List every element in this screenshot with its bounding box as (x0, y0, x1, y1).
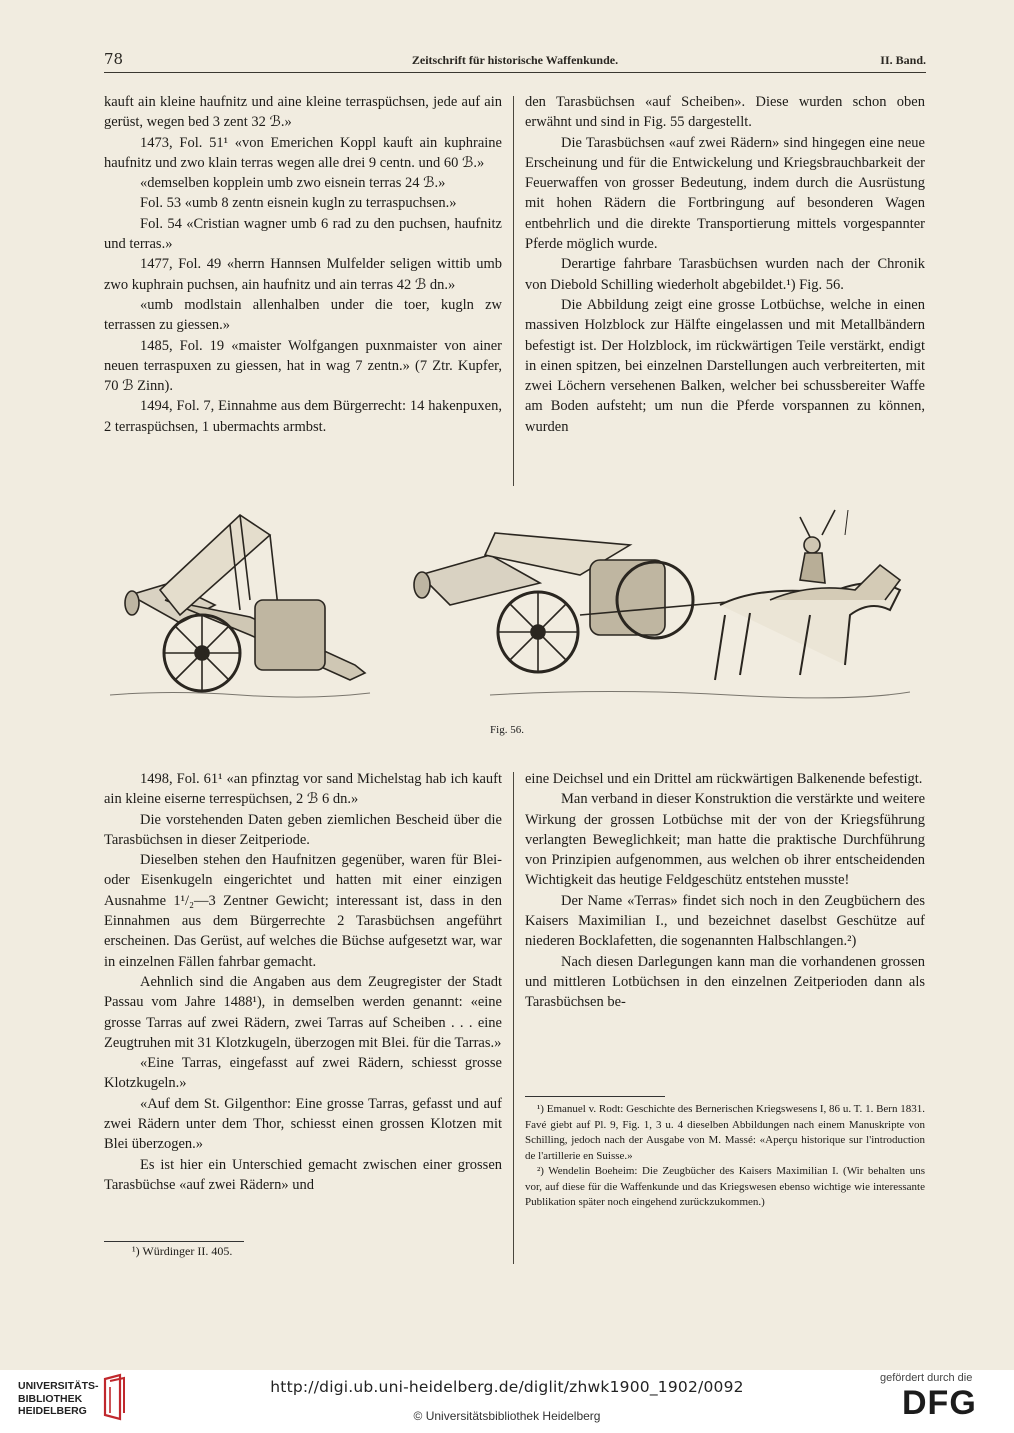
paragraph: «demselben kopplein umb zwo eisnein terras 24 ℬ.» (140, 175, 446, 192)
paragraph: den Tarasbüchsen «auf Scheiben». Diese wurden schon oben erwähnt und sind in Fig. 55 dargestellt. (525, 94, 925, 131)
paragraph: 1498, Fol. 61¹ «an pfinztag vor sand Michelstag hab ich kauft ain kleine eiserne terrespüchsen, 2 ℬ 6 dn.» (104, 771, 502, 808)
footnote: ²) Wendelin Boeheim: Die Zeugbücher des Kaisers Maximilian I. (Wir behalten uns vor, auf diese für die Waffenkunde und das Kriegswesen ebenso wichtige wie interessante Publikation später noch eingehend zurückzukommen.) (525, 1165, 925, 1208)
paragraph: «Eine Tarras, eingefasst auf zwei Rädern, schiesst grosse Klotzkugeln.» (104, 1055, 502, 1092)
paragraph: Der Name «Terras» findet sich noch in den Zeugbüchern des Kaisers Maximilian I., und bezeichnet daselbst Geschütze auf niederen Bocklafetten, die sogenannten Halbschlangen.²) (525, 892, 925, 950)
volume-label: II. Band. (880, 53, 926, 67)
paragraph: Man verband in dieser Konstruktion die verstärkte und weitere Wirkung der grossen Lotbüchse mit der von der Kriegsführung verlangten Beweglichkeit; man hatte die praktische Durchführung von Prinzipien aufgenommen, aus welchen ob ihrer entscheidenden Wichtigkeit das heutige Feldgeschütz entstehen musste! (525, 791, 926, 889)
paragraph: Die Abbildung zeigt eine grosse Lotbüchse, welche in einen massiven Holzblock zur Hälfte eingelassen und mit Metallbändern befestigt ist. Der Holzblock, im rückwärtigen Teile verstärkt, endigt in einen spitzen, bei einzelnen Darstellungen auch verbreiterten, mit zwei Löchern versehenen Balken, welcher bei schussbereiter Waffe am Boden aufsteht; um nun die Pferde vorspannen zu können, wurden (525, 296, 925, 435)
column-right-bottom (525, 769, 925, 1013)
column-divider (513, 96, 514, 486)
journal-title: Zeitschrift für historische Waffenkunde. (411, 53, 619, 67)
column-left-bottom (104, 769, 502, 1195)
paragraph: 1473, Fol. 51¹ «von Emerichen Koppl kauft ain kuphraine haufnitz und zwo klain terras wegen alle drei 9 centn. und 60 ℬ.» (104, 134, 502, 171)
paragraph: Dieselben stehen den Haufnitzen gegenüber, waren für Blei- oder Eisenkugeln eingerichtet und hatten mit einer einzigen Ausnahme 1¹/₂—3 Zentner Gewicht; interessant ist, dass in den Einnahmen aus dem Bürgerrechte 2 Tarasbüchsen angeführt erscheinen. Das Gerüst, auf welches die Büchse aufgesetzt war, war in einzelnen Fällen fahrbar gemacht. (104, 852, 502, 970)
paragraph: Fol. 54 «Cristian wagner umb 6 rad zu den puchsen, haufnitz und terras.» (104, 215, 502, 253)
paragraph: Aehnlich sind die Angaben aus dem Zeugregister der Stadt Passau vom Jahre 1488¹), in demselben werden genannt: «eine grosse Tarras auf zwei Rädern, zwei Tarras auf Scheiben . . . eine Zeugtruhen mit 31 Klotzkugeln, überzogen mit Blei. für die Tarras.» (104, 973, 502, 1051)
footnote: ¹) Emanuel v. Rodt: Geschichte des Bernerischen Kriegswesens I, 86 u. T. 1. Bern 1831. Favé giebt auf Pl. 9, Fig. 1, 3 u. 4 dieselben Abbildungen nach einem Manuskripte von Schilling, jedoch nach der Ausgabe von M. Massé: «Aperçu historique sur l'introduction de l'artillerie en Suisse.» (525, 1103, 925, 1162)
viewer-footer (0, 1370, 1014, 1433)
paragraph: Die vorstehenden Daten geben ziemlichen Bescheid über die Tarasbüchsen in dieser Zeitperiode. (104, 811, 502, 848)
paragraph: Es ist hier ein Unterschied gemacht zwischen einer grossen Tarasbüchse «auf zwei Rädern» und (104, 1156, 502, 1193)
paragraph: Die Tarasbüchsen «auf zwei Rädern» sind hingegen eine neue Erscheinung und für die Entwickelung und Kriegsbrauchbarkeit der Feuerwaffen von grosser Bedeutung, indem durch die Ausrüstung mit hohen Rädern die Fortbringung auf besonderen Wagen entbehrlich und die direkte Transportierung mittels vorgespannter Pferde möglich wurde. (525, 134, 925, 253)
figure-caption: Fig. 56. (490, 724, 524, 736)
permalink-url[interactable]: http://digi.ub.uni-heidelberg.de/diglit/zhwk1900_1902/0092 (270, 1378, 744, 1396)
paragraph: 1485, Fol. 19 «maister Wolfgangen puxnmaister von ainer neuen terraspuxen zu giessen, hat in wag 7 zentn.» (7 Ztr. Kupfer, 70 ℬ Zinn). (104, 337, 502, 395)
library-line: BIBLIOTHEK (18, 1392, 83, 1405)
library-line: HEIDELBERG (18, 1405, 87, 1417)
paragraph: «Auf dem St. Gilgenthor: Eine grosse Tarras, gefasst und auf zwei Rädern unter dem Thor, schiesst einen grossen Klotzen mit Blei überzogen.» (104, 1095, 502, 1153)
paragraph: kauft ain kleine haufnitz und aine kleine terraspüchsen, jede auf ain gerüst, wegen bed 3 zent 32 ℬ.» (104, 94, 502, 131)
paragraph: Derartige fahrbare Tarasbüchsen wurden nach der Chronik von Diebold Schilling wiederholt abgebildet.¹) Fig. 56. (525, 256, 925, 293)
footnote-rule (104, 1241, 244, 1242)
dfg-logo[interactable]: DFG (902, 1384, 977, 1422)
funding-label: gefördert durch die (880, 1372, 973, 1384)
column-divider (513, 772, 514, 1264)
paragraph: Nach diesen Darlegungen kann man die vorhandenen grossen und mittleren Lotbüchsen in den einzelnen Zeitperioden dann als Tarasbüchsen be- (525, 953, 925, 1011)
paragraph: «umb modlstain allenhalben under die toer, kugln zw terrassen zu giessen.» (104, 296, 502, 334)
column-left-top (104, 92, 502, 437)
copyright-notice: © Universitätsbibliothek Heidelberg (413, 1409, 601, 1423)
footnote: ¹) Würdinger II. 405. (132, 1244, 233, 1258)
paragraph: eine Deichsel und ein Drittel am rückwärtigen Balkenende befestigt. (525, 771, 923, 787)
paragraph: Fol. 53 «umb 8 zentn eisnein kugln zu terraspuchsen.» (140, 195, 457, 212)
figure-56-illustration (110, 505, 910, 720)
paragraph: 1494, Fol. 7, Einnahme aus dem Bürgerrecht: 14 hakenpuxen, 2 terraspüchsen, 1 ubermachts armbst. (104, 398, 502, 435)
column-right-top (525, 92, 925, 437)
footnote-rule (525, 1096, 665, 1097)
page-number: 78 (104, 50, 124, 68)
running-header (104, 50, 926, 73)
library-line: UNIVERSITÄTS- (18, 1380, 99, 1392)
paragraph: 1477, Fol. 49 «herrn Hannsen Mulfelder seligen wittib umb zwo kuphrain puchsen, ain haufnitz und ain terras 42 ℬ dn.» (104, 256, 502, 293)
footnotes (525, 1102, 925, 1211)
